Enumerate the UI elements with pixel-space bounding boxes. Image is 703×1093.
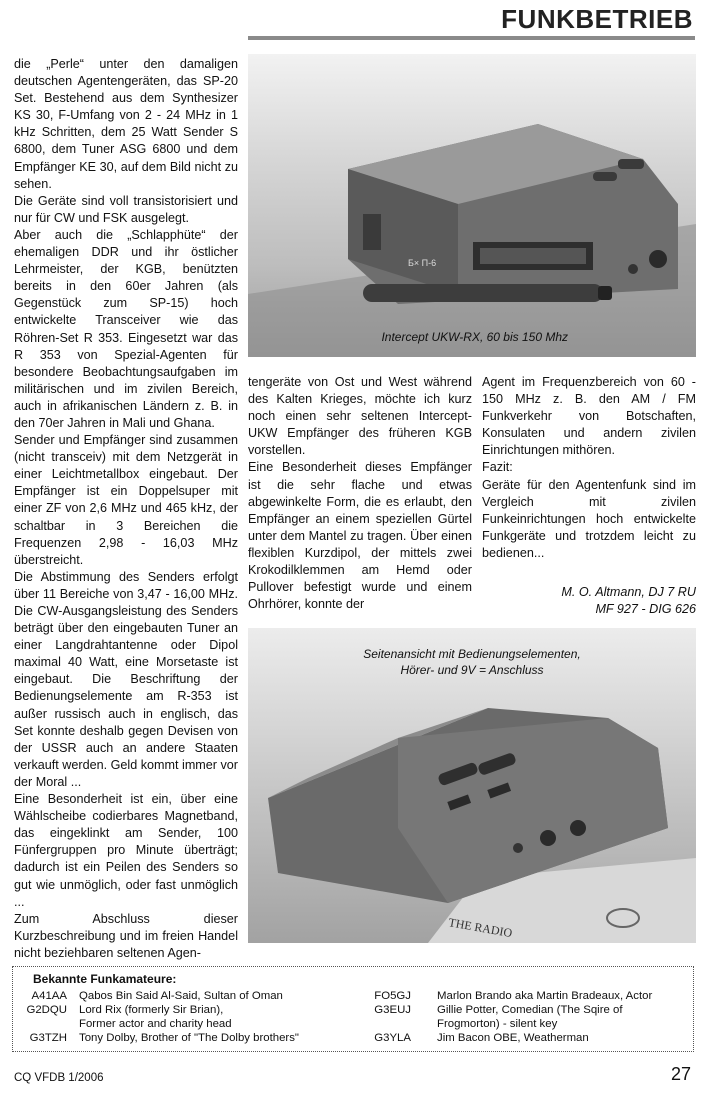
ham-name-continued: Former actor and charity head: [79, 1018, 232, 1030]
paragraph: Fazit:: [482, 460, 513, 475]
article-column-1: [14, 56, 238, 962]
article-column-3: [482, 374, 696, 618]
paragraph: Die Abstimmung des Senders erfolgt über 11 Bereiche von 3,47 - 16,00 MHz. Die CW-Ausgangsleistung des Senders beträgt über den eingebauten Tuner an einer Langdrahtantenne oder Dipol maximal 40 Watt, eine Morsetaste ist eingebaut. Die Beschriftung der Bedienungselemente am R-353 ist außer russisch auch in englisch, das Set konnte deshalb gegen Devisen von der USSR auch an andere Staaten verkauft werden. Geld kommt immer vor der Moral ...: [14, 569, 238, 789]
paragraph: Geräte für den Agentenfunk sind im Vergleich mit zivilen Funkeinrichtungen hoch entwickelte Funkgeräte und trotzdem leicht zu bedienen...: [482, 477, 696, 560]
callsign: G2DQU: [26, 1004, 67, 1016]
callsign: G3EUJ: [374, 1004, 411, 1016]
box-title: Bekannte Funkamateure:: [33, 972, 177, 986]
paragraph: Eine Besonderheit dieses Empfänger ist die sehr flache und etwas abgewinkelte Form, die es erlaubt, den Empfänger an einem speziellen Gürtel unter dem Mantel zu tragen. Über einen flexiblen Kurzdipol, der mittels zwei Krokodilklemmen am Hemd oder Pullover befestigt wurde und einem Ohrhörer, konnte der: [248, 460, 472, 612]
ham-name: Qabos Bin Said Al-Said, Sultan of Oman: [79, 990, 283, 1002]
paragraph: Eine Besonderheit ist ein, über eine Wählscheibe codierbares Magnetband, das eingeklinkt am Sender, 100 Fünfergruppen pro Minute überträgt; dadurch ist ein Peilen des Senders so gut wie unmöglich, oder fast unmöglich ...: [14, 792, 238, 909]
callsign: A41AA: [31, 990, 67, 1002]
page-number: 27: [670, 1064, 691, 1084]
journal-issue: CQ VFDB 1/2006: [14, 1072, 104, 1084]
paragraph: tengeräte von Ost und West während des Kalten Krieges, möchte ich kurz noch einen sehr seltenen Intercept-UKW Empfänger des früheren KGB vorstellen.: [248, 375, 472, 458]
photo-caption: [248, 646, 696, 678]
ham-name: Jim Bacon OBE, Weatherman: [437, 1032, 589, 1044]
caption-line-1: Seitenansicht mit Bedienungselementen,: [363, 647, 581, 661]
author-memberships: MF 927 - DIG 626: [595, 602, 696, 617]
paragraph: Die Geräte sind voll transistorisiert und nur für CW und FSK ausgelegt.: [14, 193, 238, 225]
ham-name: Gillie Potter, Comedian (The Sqire of: [437, 1004, 623, 1016]
author-signature: [482, 584, 696, 618]
callsign: G3YLA: [374, 1032, 411, 1044]
article-column-2: [248, 374, 472, 613]
mat-text: THE RADIO: [447, 915, 514, 941]
callsign: G3TZH: [29, 1032, 67, 1044]
photo-side-view: [248, 628, 696, 943]
paragraph: Zum Abschluss dieser Kurzbeschreibung und im freien Handel nicht beziehbaren seltenen Agen-: [14, 911, 238, 960]
caption-line-2: Hörer- und 9V = Anschluss: [400, 663, 544, 677]
paragraph: Sender und Empfänger sind zusammen (nicht transceiv) mit dem Netzgerät in einer Leichtmetallbox eingebaut. Der Empfänger ist ein Doppelsuper mit einer ZF von 2,6 MHz und 465 kHz, der schaltbar in 3 Bereichen die Frequenzen 2,98 - 16,03 MHz überstreicht.: [14, 433, 238, 567]
ham-name-continued: Frogmorton) - silent key: [437, 1018, 558, 1030]
paragraph: Agent im Frequenzbereich von 60 - 150 MHz z. B. den AM / FM Funkverkehr von Botschaften, Konsulaten und andern zivilen Einrichtungen mithören.: [482, 375, 696, 458]
photo-caption: Intercept UKW-RX, 60 bis 150 Mhz: [381, 330, 568, 344]
device-label: Б× П-6: [408, 258, 437, 268]
paragraph: die „Perle“ unter den damaligen deutschen Agentengeräten, das SP-20 Set. Bestehend aus dem Synthesizer KS 30, F-Umfang von 2 - 24 MHz in 1 kHz Schritten, dem 25 Watt Sender S 6800, dem Tuner ASG 6800 und dem Empfänger KE 30, auf dem Bild nicht zu sehen.: [14, 57, 238, 191]
paragraph: Aber auch die „Schlapphüte“ der ehemaligen DDR und ihr östlicher Lehrmeister, der KGB, benützten bereits in den 60er Jahren (als Gegenstück zum SP-15) hoch entwickelte Transceiver wie das Röhren-Set R 353. Eingesetzt war das R 353 von Spezial-Agenten für besondere Beobachtungsaufgaben im militärischen und im zivilen Bereich, auch in afrikanischen Ländern z. B. in den 70er Jahren in Mali und Ghana.: [14, 227, 238, 430]
author-name: M. O. Altmann, DJ 7 RU: [561, 585, 696, 600]
ham-name: Marlon Brando aka Martin Bradeaux, Actor: [437, 990, 653, 1002]
receiver-illustration: [248, 54, 696, 357]
callsign: FO5GJ: [374, 990, 411, 1002]
page-header-title: FUNKBETRIEB: [501, 4, 693, 34]
ham-name: Tony Dolby, Brother of "The Dolby brothers": [79, 1032, 299, 1044]
famous-hams-box: [12, 966, 694, 1052]
ham-name: Lord Rix (formerly Sir Brian),: [79, 1004, 224, 1016]
header-rule: [248, 36, 695, 40]
photo-intercept-receiver: [248, 54, 696, 357]
